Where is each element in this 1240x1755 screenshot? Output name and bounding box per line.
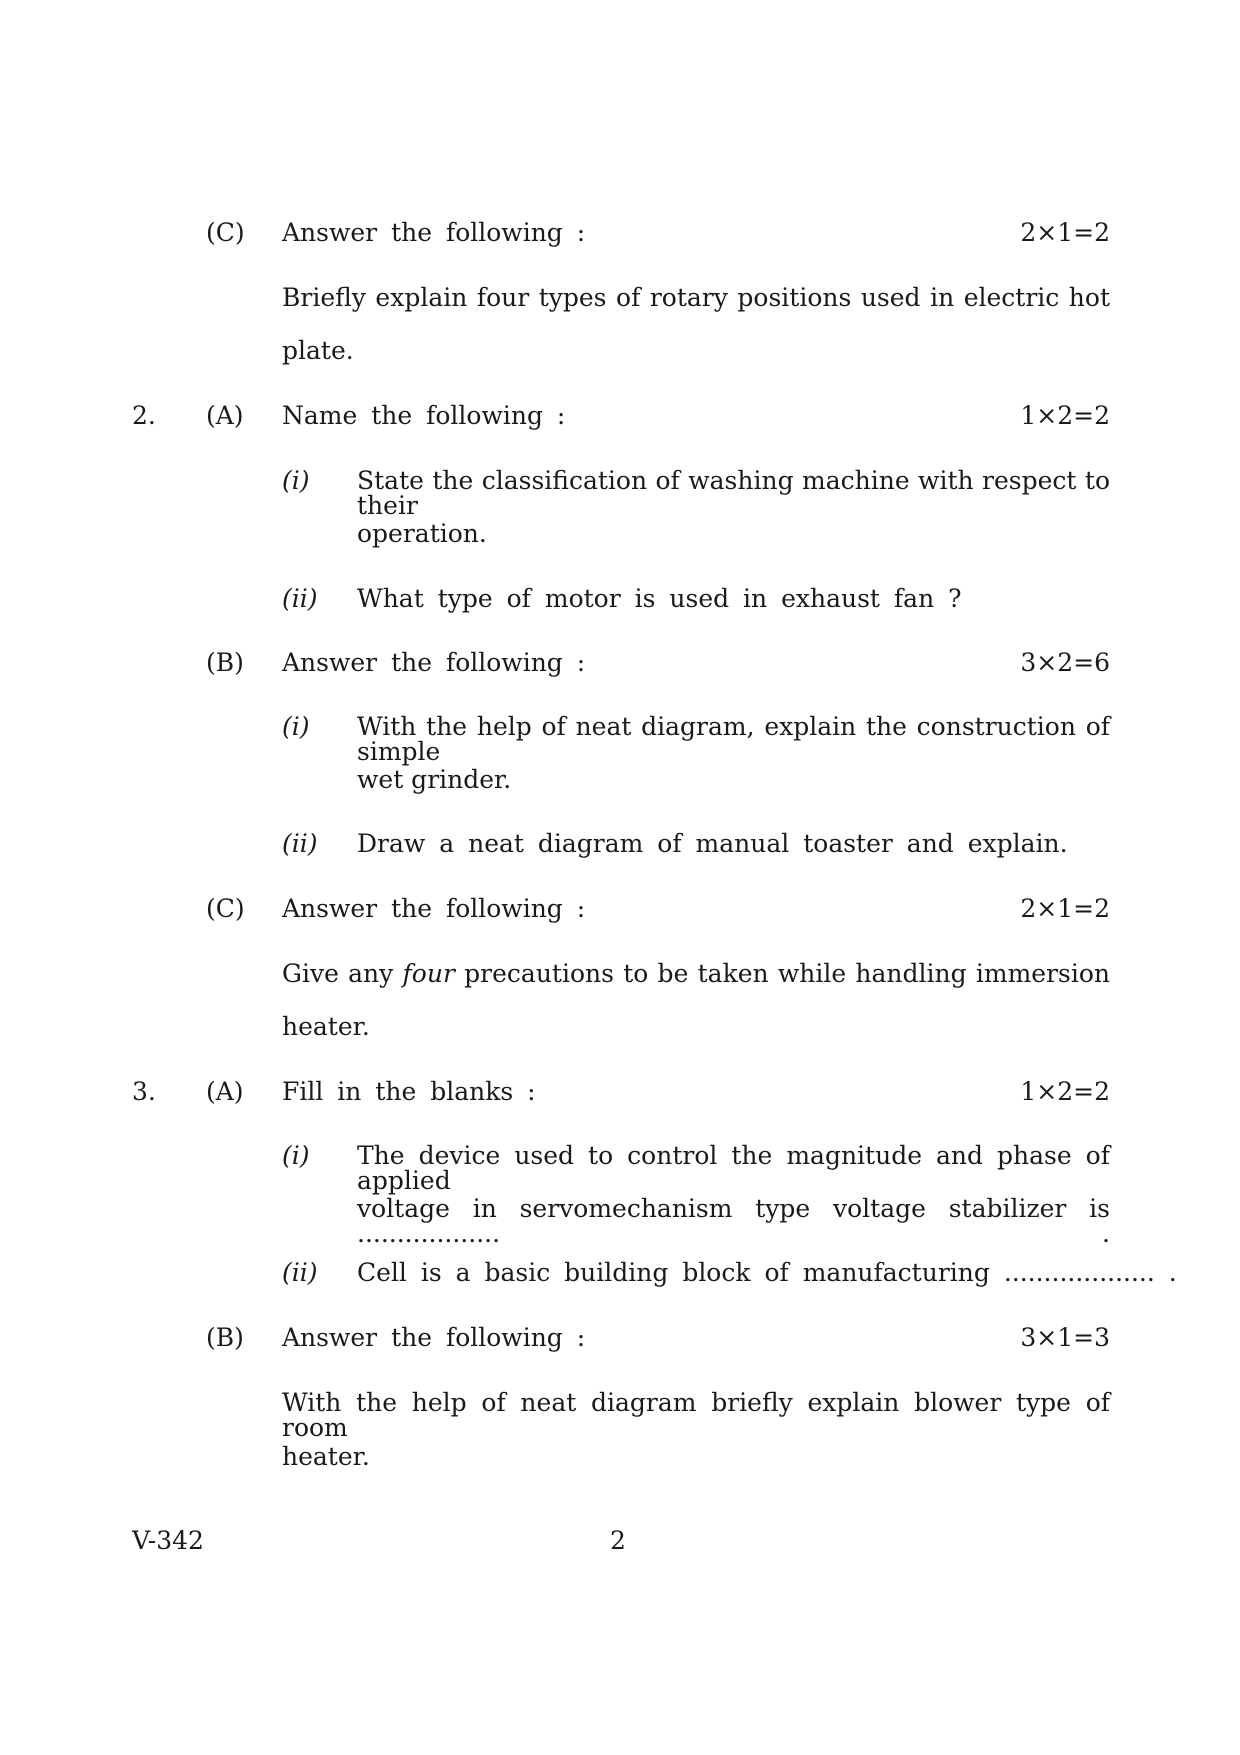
q1c-text-line2: plate. [282,336,354,365]
q3b-label: (B) [206,1323,244,1352]
q3a-label: (A) [206,1077,244,1106]
q2a-heading: Name the following : [282,401,566,430]
q3b-text-line2: heater. [282,1442,370,1471]
q2a-ii-line1: What type of motor is used in exhaust fan ? [357,584,962,613]
q2c-line1-pre: Give any [282,959,394,988]
q1c-label: (C) [206,218,245,247]
q3a-heading: Fill in the blanks : [282,1077,536,1106]
q2b-label: (B) [206,648,244,677]
q3a-i-line1: The device used to control the magnitude and phase of applied [357,1141,1110,1195]
q2a-i-line1: State the classification of washing machine with respect to their [357,466,1110,520]
q2b-marks: 3×2=6 [1020,648,1110,677]
q2a-label: (A) [206,401,244,430]
q3a-i-label: (i) [282,1141,310,1170]
q3a-marks: 1×2=2 [1020,1077,1110,1106]
q2a-marks: 1×2=2 [1020,401,1110,430]
q2c-text-line2: heater. [282,1012,370,1041]
q2c-line1-post: precautions to be taken while handling immersion [464,959,1111,988]
q2a-i-line2: operation. [357,519,487,548]
q2a-ii-label: (ii) [282,584,318,613]
q3a-i-line2: voltage in servomechanism type voltage stabilizer is .................. . [357,1194,1110,1248]
q3b-heading: Answer the following : [282,1323,586,1352]
q2c-marks: 2×1=2 [1020,894,1110,923]
q2c-line1-emphasis: four [402,959,455,988]
q1c-text-line1: Briefly explain four types of rotary positions used in electric hot [282,283,1110,312]
q2b-ii-label: (ii) [282,829,318,858]
q2c-text-line1 [282,961,1110,986]
paper-code: V-342 [132,1526,204,1555]
q3b-marks: 3×1=3 [1020,1323,1110,1352]
q3-number: 3. [132,1077,156,1106]
q2b-i-line2: wet grinder. [357,765,512,794]
q3a-ii-label: (ii) [282,1258,318,1287]
q2b-i-label: (i) [282,712,310,741]
q2c-label: (C) [206,894,245,923]
q2b-i-line1: With the help of neat diagram, explain the construction of simple [357,712,1110,766]
q3a-ii-line1: Cell is a basic building block of manufacturing ................... . [357,1258,1177,1287]
q2b-heading: Answer the following : [282,648,586,677]
q1c-heading: Answer the following : [282,218,586,247]
q2-number: 2. [132,401,156,430]
q3b-text-line1: With the help of neat diagram briefly explain blower type of room [282,1388,1110,1442]
q2c-heading: Answer the following : [282,894,586,923]
q1c-marks: 2×1=2 [1020,218,1110,247]
q2a-i-label: (i) [282,466,310,495]
q2b-ii-line1: Draw a neat diagram of manual toaster and explain. [357,829,1068,858]
page-number: 2 [610,1526,626,1555]
